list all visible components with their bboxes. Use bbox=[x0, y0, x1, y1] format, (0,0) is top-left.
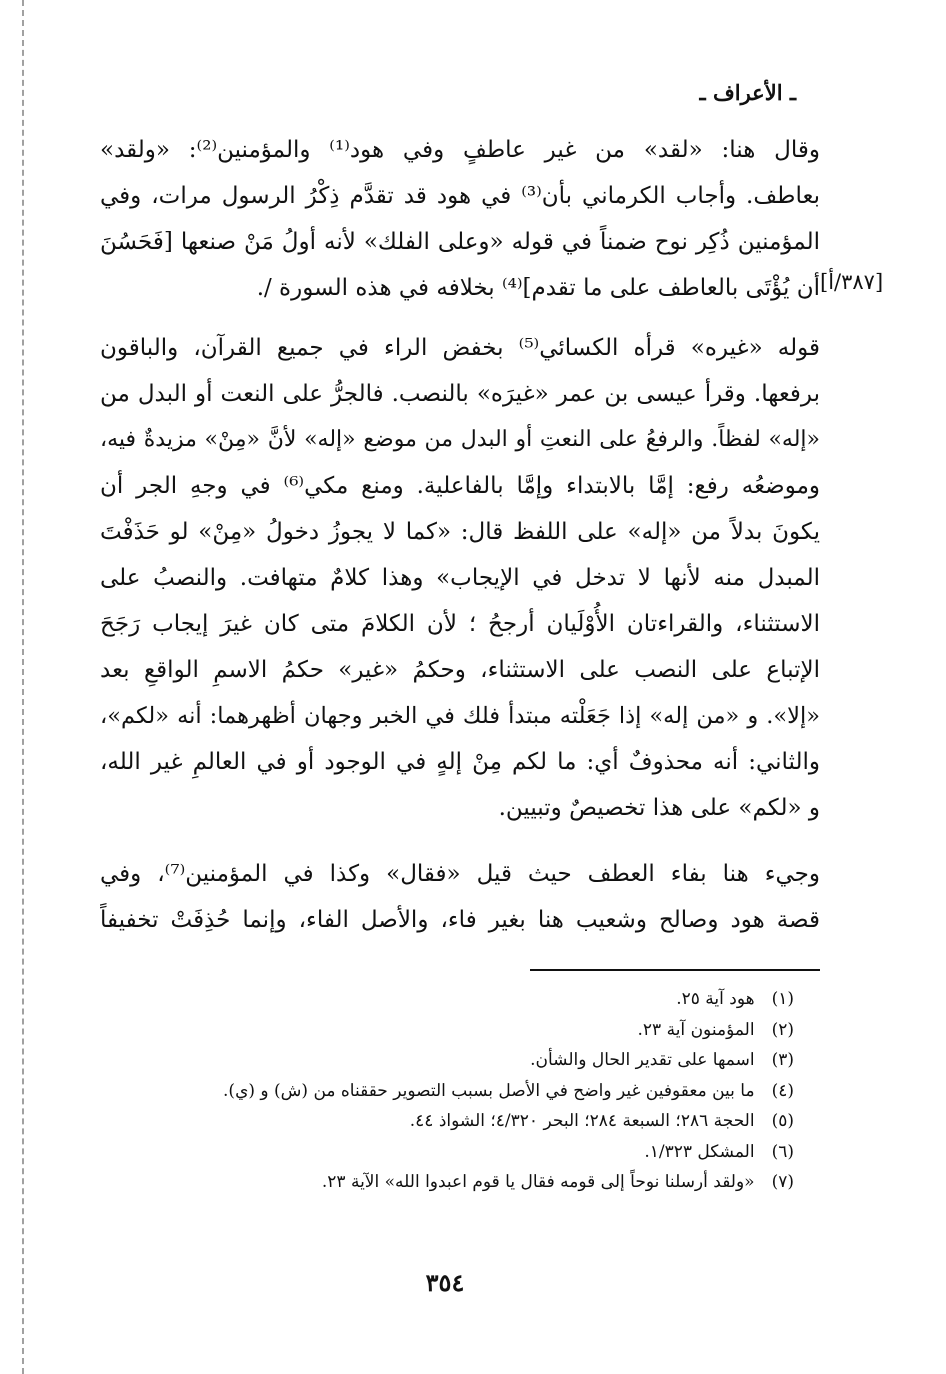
footnote bbox=[174, 1045, 794, 1076]
paragraph-1 bbox=[100, 127, 820, 311]
footnotes bbox=[174, 984, 794, 1198]
footnote-number: (٣) bbox=[771, 1050, 794, 1070]
footnote bbox=[174, 1167, 794, 1198]
footnote bbox=[174, 984, 794, 1015]
footnote-text: هود آية ٢٥. bbox=[676, 989, 755, 1009]
text-line: و «لكم» على هذا تخصيصٌ وتبيين. bbox=[498, 795, 820, 821]
scan-edge-line bbox=[22, 0, 24, 1374]
text-line: أن يُؤْتَى بالعاطف على ما تقدم]⁽⁴⁾ بخلافه في هذه السورة /. bbox=[256, 275, 820, 301]
text-line: «إله» لفظاً. والرفعُ على النعتِ أو البدل من موضع «إله» لأنَّ «مِنْ» مزيدةٌ فيه، bbox=[100, 427, 820, 452]
running-header: ـ الأعراف ـ bbox=[699, 80, 796, 105]
footnote bbox=[174, 1076, 794, 1107]
page-number: ٣٥٤ bbox=[425, 1268, 465, 1297]
text-line: قوله «غيره» قرأه الكسائي⁽⁵⁾ بخفض الراء في جميع القرآن، والباقون bbox=[100, 335, 820, 361]
margin-folio-reference: [٣٨٧/أ] bbox=[820, 270, 884, 294]
footnote-text: ما بين معقوفين غير واضح في الأصل بسبب التصوير حققناه من (ش) و (ي). bbox=[223, 1080, 755, 1101]
text-line: برفعها. وقرأ عيسى بن عمر «غيرَه» بالنصب. فالجرُّ على النعت أو البدل من bbox=[100, 381, 820, 407]
paragraph-3 bbox=[100, 851, 820, 943]
footnote bbox=[174, 1137, 794, 1168]
paragraph-2 bbox=[100, 325, 820, 831]
footnote-text: المشكل ١/٣٢٣. bbox=[644, 1141, 755, 1162]
text-line: المبدل منه لأنها لا تدخل في الإيجاب» وهذا كلامٌ متهافت. والنصبُ على bbox=[100, 565, 820, 591]
footnote-separator bbox=[530, 969, 820, 971]
text-line: قصة هود وصالح وشعيب هنا بغير فاء، والأصل الفاء، وإنما حُذِفَتْ تخفيفاً bbox=[100, 907, 820, 933]
text-line: يكونَ بدلاً من «إله» على اللفظ قال: «كما لا يجوزُ دخولُ «مِنْ» لو حَذَفْتَ bbox=[100, 519, 820, 545]
text-line: بعاطف. وأجاب الكرماني بأن⁽³⁾ في هود قد تقدَّم ذِكْرُ الرسول مرات، وفي bbox=[100, 183, 820, 209]
footnote bbox=[174, 1106, 794, 1137]
text-line: وقال هنا: «لقد» من غير عاطفٍ وفي هود⁽¹⁾ والمؤمنين⁽²⁾: «ولقد» bbox=[100, 137, 820, 163]
footnote-number: (٧) bbox=[771, 1172, 794, 1192]
footnote-number: (٥) bbox=[771, 1111, 794, 1131]
text-line: «إلا». و «من إله» إذا جَعَلْته مبتدأ فلك في الخبر وجهان أظهرهما: أنه «لكم»، bbox=[100, 703, 820, 729]
text-line: وموضعُه رفع: إمَّا بالابتداء وإمَّا بالفاعلية. ومنع مكي⁽⁶⁾ في وجهِ الجر أن bbox=[100, 473, 820, 499]
footnote-text: المؤمنون آية ٢٣. bbox=[637, 1019, 755, 1040]
footnote-number: (٤) bbox=[771, 1080, 794, 1101]
text-line: المؤمنين ذُكِر نوح ضمناً في قوله «وعلى الفلك» لأنه أولُ مَنْ صنعها [فَحَسُنَ bbox=[100, 229, 820, 255]
footnote-text: اسمها على تقدير الحال والشأن. bbox=[530, 1050, 755, 1070]
text-line: الإتباع على النصب على الاستثناء، وحكمُ «غير» حكمُ الاسمِ الواقعِ بعد bbox=[100, 657, 820, 683]
text-line: وجيء هنا بفاء العطف حيث قيل «فقال» وكذا في المؤمنين⁽⁷⁾، وفي bbox=[100, 861, 820, 887]
footnote-text: الحجة ٢٨٦؛ السبعة ٢٨٤؛ البحر ٤/٣٢٠؛ الشواذ ٤٤. bbox=[409, 1111, 755, 1131]
footnote-number: (٢) bbox=[771, 1019, 794, 1040]
footnote-number: (١) bbox=[771, 989, 794, 1009]
text-line: الاستثناء، والقراءتان الأُوْلَيان أرجحُ ؛ لأن الكلامَ متى كان غيرَ إيجاب رَجَحَ bbox=[100, 611, 820, 637]
text-line: والثاني: أنه محذوفٌ أي: ما لكم مِنْ إلهٍ في الوجود أو في العالمِ غير الله، bbox=[100, 749, 820, 775]
footnote bbox=[174, 1015, 794, 1046]
footnote-text: «ولقد أرسلنا نوحاً إلى قومه فقال يا قوم اعبدوا الله» الآية ٢٣. bbox=[321, 1172, 755, 1192]
footnote-number: (٦) bbox=[771, 1141, 794, 1162]
